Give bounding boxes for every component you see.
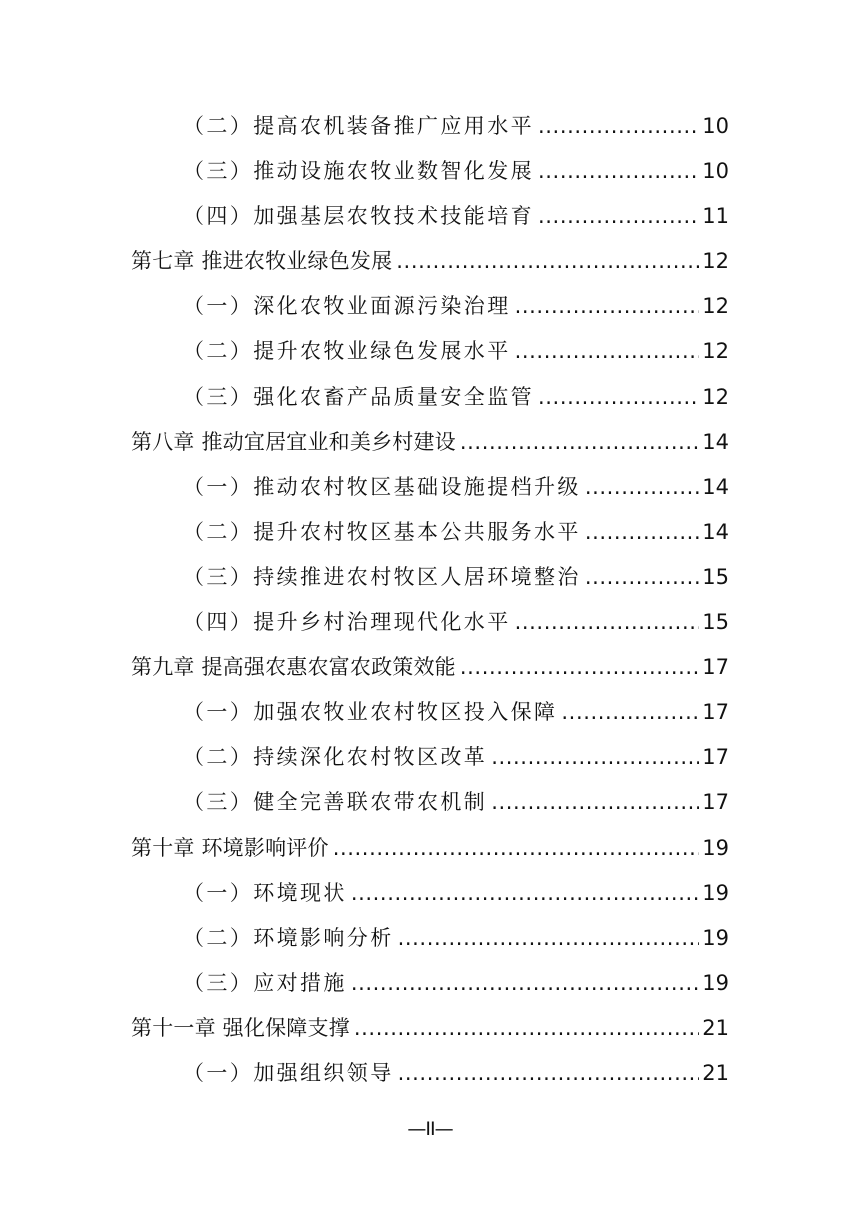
toc-page-number: 19: [702, 925, 729, 950]
toc-entry-title: （三）应对措施: [183, 970, 347, 995]
toc-dot-leader: [354, 1006, 699, 1051]
toc-dot-leader: [538, 375, 699, 420]
toc-page-number: 15: [702, 610, 729, 635]
toc-page-number: 17: [702, 790, 729, 815]
toc-entry-title: （三）强化农畜产品质量安全监管: [183, 384, 534, 409]
toc-page-number: 10: [702, 159, 729, 184]
toc-page-number: 12: [702, 294, 729, 319]
toc-entry-title: （四）提升乡村治理现代化水平: [183, 610, 511, 635]
toc-entry-title: （三）健全完善联农带农机制: [183, 790, 488, 815]
toc-entry-section[interactable]: [131, 329, 729, 374]
toc-entry-section[interactable]: [131, 510, 729, 555]
toc-entry-title: （一）深化农牧业面源污染治理: [183, 294, 511, 319]
toc-page-number: 17: [702, 745, 729, 770]
toc-page-number: 19: [702, 970, 729, 995]
toc-dot-leader: [585, 555, 699, 600]
toc-entry-chapter[interactable]: [131, 1006, 729, 1051]
toc-dot-leader: [460, 420, 699, 465]
toc-dot-leader: [585, 465, 699, 510]
toc-page-number: 10: [702, 114, 729, 138]
toc-entry-section[interactable]: [131, 555, 729, 600]
toc-chapter-title: 第八章 推动宜居宜业和美乡村建设: [131, 429, 456, 454]
toc-dot-leader: [561, 690, 699, 735]
toc-dot-leader: [351, 871, 699, 916]
toc-page-number: 12: [702, 339, 729, 364]
toc-entry-section[interactable]: [131, 780, 729, 825]
toc-page-number: 14: [702, 429, 729, 454]
toc-page-number: 12: [702, 249, 729, 274]
toc-chapter-title: 第七章 推进农牧业绿色发展: [131, 249, 393, 274]
toc-entry-title: （一）加强组织领导: [183, 1060, 394, 1085]
toc-dot-leader: [351, 961, 699, 1006]
toc-entry-chapter[interactable]: [131, 645, 729, 690]
toc-page-number: 12: [702, 384, 729, 409]
toc-entry-section[interactable]: [131, 104, 729, 149]
toc-dot-leader: [460, 645, 699, 690]
toc-entry-title: （三）推动设施农牧业数智化发展: [183, 159, 534, 184]
toc-page-number: 17: [702, 655, 729, 680]
toc-entry-section[interactable]: [131, 465, 729, 510]
toc-entry-section[interactable]: [131, 375, 729, 420]
toc-dot-leader: [333, 826, 699, 871]
toc-page-number: 14: [702, 519, 729, 544]
toc-dot-leader: [491, 780, 699, 825]
toc-entry-chapter[interactable]: [131, 420, 729, 465]
toc-entry-section[interactable]: [131, 1051, 729, 1096]
toc-dot-leader: [515, 329, 699, 374]
toc-dot-leader: [538, 104, 699, 149]
toc-entry-section[interactable]: [131, 916, 729, 961]
toc-dot-leader: [538, 149, 699, 194]
toc-dot-leader: [398, 1051, 699, 1096]
page-number-footer: —II—: [407, 1118, 453, 1140]
toc-entry-section[interactable]: [131, 149, 729, 194]
toc-chapter-title: 第九章 提高强农惠农富农政策效能: [131, 655, 456, 680]
toc-entry-section[interactable]: [131, 690, 729, 735]
toc-dot-leader: [396, 239, 699, 284]
toc-dot-leader: [398, 916, 699, 961]
toc-entry-title: （四）加强基层农牧技术技能培育: [183, 204, 534, 229]
toc-entry-section[interactable]: [131, 194, 729, 239]
toc-page-number: 15: [702, 564, 729, 589]
toc-page-number: 21: [702, 1060, 729, 1085]
toc-dot-leader: [585, 510, 699, 555]
toc-entry-title: （三）持续推进农村牧区人居环境整治: [183, 564, 581, 589]
toc-page-number: 21: [702, 1015, 729, 1040]
toc-entry-title: （二）环境影响分析: [183, 925, 394, 950]
toc-entry-chapter[interactable]: [131, 826, 729, 871]
toc-entry-title: （一）加强农牧业农村牧区投入保障: [183, 700, 558, 725]
toc-page-number: 14: [702, 474, 729, 499]
toc-entry-section[interactable]: [131, 961, 729, 1006]
toc-page-number: 11: [702, 204, 729, 229]
toc-entry-section[interactable]: [131, 735, 729, 780]
toc-entry-title: （二）持续深化农村牧区改革: [183, 745, 488, 770]
toc-chapter-title: 第十章 环境影响评价: [131, 835, 329, 860]
toc-entry-title: （二）提高农机装备推广应用水平: [183, 114, 534, 138]
toc-entry-chapter[interactable]: [131, 239, 729, 284]
toc-dot-leader: [515, 600, 699, 645]
toc-page-number: 17: [702, 700, 729, 725]
toc-entry-section[interactable]: [131, 284, 729, 329]
toc-entry-title: （一）推动农村牧区基础设施提档升级: [183, 474, 581, 499]
toc-entry-title: （一）环境现状: [183, 880, 347, 905]
toc-entry-section[interactable]: [131, 600, 729, 645]
toc-dot-leader: [491, 735, 699, 780]
toc-entry-title: （二）提升农村牧区基本公共服务水平: [183, 519, 581, 544]
table-of-contents: [131, 104, 729, 1096]
toc-entry-section[interactable]: [131, 871, 729, 916]
toc-dot-leader: [538, 194, 699, 239]
toc-page-number: 19: [702, 880, 729, 905]
toc-dot-leader: [515, 284, 699, 329]
toc-page-number: 19: [702, 835, 729, 860]
toc-entry-title: （二）提升农牧业绿色发展水平: [183, 339, 511, 364]
toc-chapter-title: 第十一章 强化保障支撑: [131, 1015, 350, 1040]
